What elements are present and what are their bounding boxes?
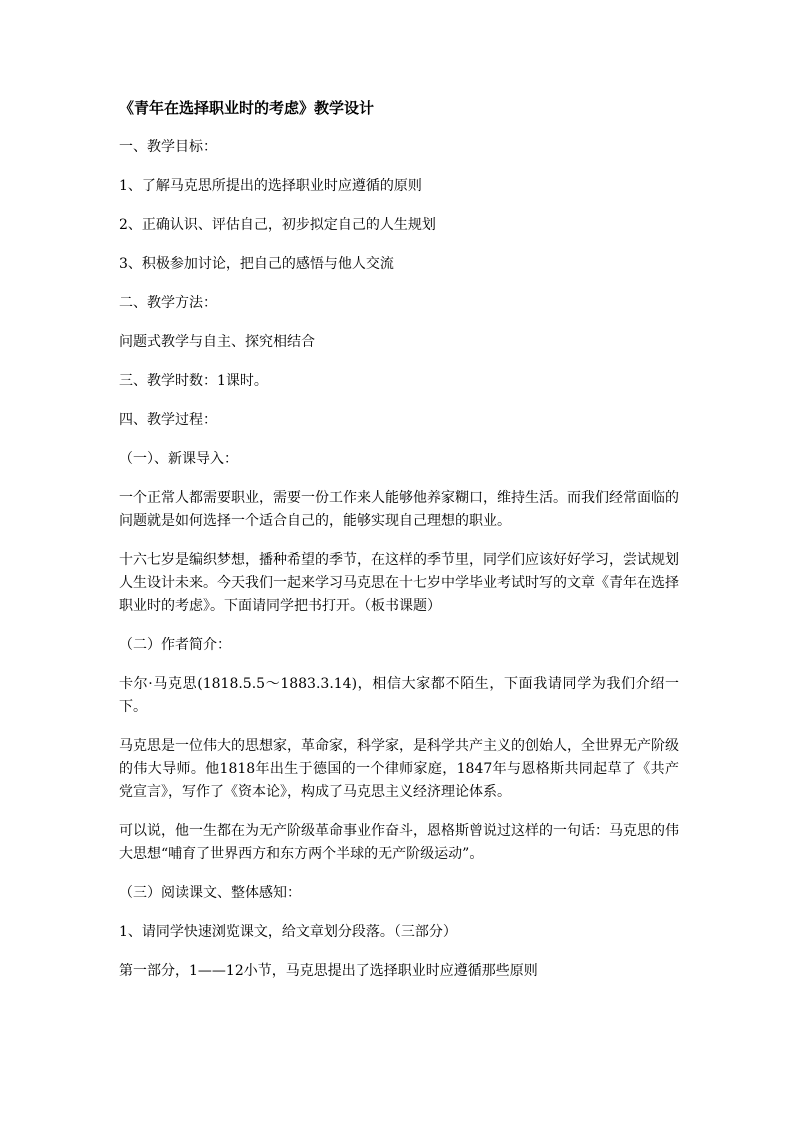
reading-item-1: 1、请同学快速浏览课文，给文章划分段落。（三部分） <box>119 924 457 940</box>
paragraph-author-1: 卡尔·马克思(1818.5.5～1883.3.14)，相信大家都不陌生，下面我请同学为我们介绍一下。 <box>119 676 679 715</box>
objective-item-2: 2、正确认识、评估自己，初步拟定自己的人生规划 <box>119 217 436 233</box>
subsection-heading-author: （二）作者简介： <box>119 637 231 653</box>
methods-text: 问题式教学与自主、探究相结合 <box>119 334 315 350</box>
section-heading-methods: 二、教学方法： <box>119 295 217 311</box>
subsection-heading-reading: （三）阅读课文、整体感知： <box>119 885 301 901</box>
paragraph-intro-1: 一个正常人都需要职业，需要一份工作来人能够他养家糊口，维持生活。而我们经常面临的问题就是如何选择一个适合自己的，能够实现自己理想的职业。 <box>119 490 679 529</box>
subsection-heading-intro: （一）、新课导入： <box>119 451 238 467</box>
section-heading-hours: 三、教学时数：1课时。 <box>119 373 268 389</box>
document-title: 《青年在选择职业时的考虑》教学设计 <box>119 99 375 117</box>
paragraph-intro-2: 十六七岁是编织梦想，播种希望的季节，在这样的季节里，同学们应该好好学习，尝试规划人生设计未来。今天我们一起来学习马克思在十七岁中学毕业考试时写的文章《青年在选择职业时的考虑》。下面请同学把书打开。（板书课题） <box>119 552 679 614</box>
section-heading-objectives: 一、教学目标： <box>119 139 217 155</box>
paragraph-author-3: 可以说，他一生都在为无产阶级革命事业作奋斗，恩格斯曾说过这样的一句话：马克思的伟大思想“哺育了世界西方和东方两个半球的无产阶级运动”。 <box>119 823 679 862</box>
objective-item-1: 1、了解马克思所提出的选择职业时应遵循的原则 <box>119 178 422 194</box>
objective-item-3: 3、积极参加讨论，把自己的感悟与他人交流 <box>119 256 394 272</box>
section-heading-process: 四、教学过程： <box>119 412 217 428</box>
reading-part-1: 第一部分，1——12小节，马克思提出了选择职业时应遵循那些原则 <box>119 963 538 979</box>
document-page <box>119 96 679 999</box>
paragraph-author-2: 马克思是一位伟大的思想家，革命家，科学家，是科学共产主义的创始人，全世界无产阶级的伟大导师。他1818年出生于德国的一个律师家庭，1847年与恩格斯共同起草了《共产党宣言》，写作了《资本论》，构成了马克思主义经济理论体系。 <box>119 738 679 800</box>
